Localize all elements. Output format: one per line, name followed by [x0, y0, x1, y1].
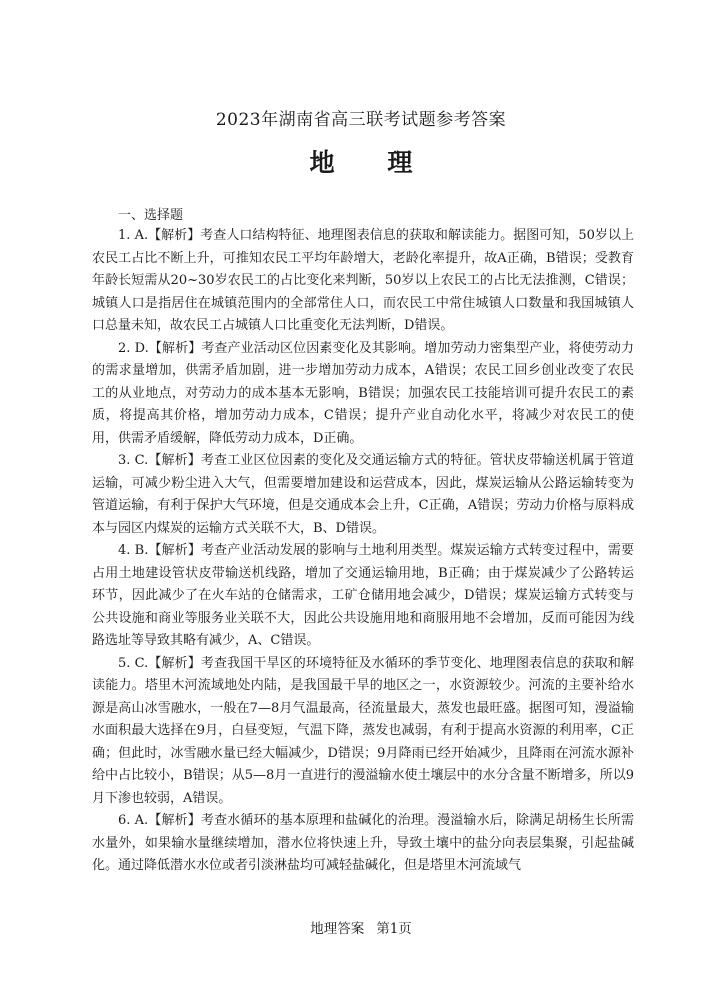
- answer-item-4: 4. B.【解析】考查产业活动发展的影响与土地利用类型。煤炭运输方式转变过程中，需要占用土地建设管状皮带输送机线路，增加了交通运输用地，B正确；由于煤炭减少了公路转运环节，因此减少了在火车站的仓储需求，工矿仓储用地会减少，D错误；煤炭运输方式转变与公共设施和商业等服务业关联不大，因此公共设施用地和商服用地不会增加，反而可能因为线路选址等导致其略有减少，A、C错误。: [92, 543, 634, 648]
- answer-item-2: 2. D.【解析】考查产业活动区位因素变化及其影响。增加劳动力密集型产业，将使劳动力的需求量增加，供需矛盾加剧，进一步增加劳动力成本，A错误；农民工回乡创业改变了农民工的从业地点，对劳动力的成本基本无影响，B错误；加强农民工技能培训可提升农民工的素质，将提高其价格，增加劳动力成本，C错误；提升产业自动化水平，将减少对农民工的使用，供需矛盾缓解，降低劳动力成本，D正确。: [92, 340, 634, 446]
- page-number: 第1页: [376, 921, 412, 937]
- document-title: 2023年湖南省高三联考试题参考答案: [215, 110, 507, 130]
- answer-item-1: 1. A.【解析】考查人口结构特征、地理图表信息的获取和解读能力。据图可知，50岁以上农民工占比不断上升，可推知农民工平均年龄增大，老龄化率提升，故A正确，B错误；受教育年龄长短需从20~30岁农民工的占比变化来判断，50岁以上农民工的占比无法推测，C错误；城镇人口是指居住在城镇范围内的全部常住人口，而农民工中常住城镇人口数量和我国城镇人口总量未知，故农民工占城镇人口比重变化无法判断，D错误。: [92, 228, 634, 333]
- section-heading: 一、选择题: [118, 208, 184, 223]
- answer-list: [92, 225, 634, 878]
- answer-item-5: 5. C.【解析】考查我国干旱区的环境特征及水循环的季节变化、地理图表信息的获取和解读能力。塔里木河流域地处内陆，是我国最干旱的地区之一，水资源较少。河流的主要补给水源是高山冰雪融水，一般在7—8月气温最高，径流量最大，蒸发也最旺盛。据图可知，漫溢输水面积最大选择在9月，白昼变短，气温下降，蒸发也减弱，有利于提高水资源的利用率，C正确；但此时，冰雪融水量已经大幅减少，D错误；9月降雨已经开始减少，且降雨在河流水源补给中占比较小，B错误；从5—8月一直进行的漫溢输水使土壤层中的水分含量不断增多，所以9月下渗也较弱，A错误。: [92, 655, 634, 806]
- answer-item-6: 6. A.【解析】考查水循环的基本原理和盐碱化的治理。漫溢输水后，除满足胡杨生长所需水量外，如果输水量继续增加，潜水位将快速上升，导致土壤中的盐分向表层集聚，引起盐碱化。通过降低潜水水位或者引淡淋盐均可减轻盐碱化，但是塔里木河流域气: [92, 813, 634, 873]
- footer-label: 地理答案: [310, 921, 365, 937]
- page-footer: [0, 917, 722, 937]
- subject-heading: 地 理: [309, 148, 435, 177]
- answer-item-3: 3. C.【解析】考查工业区位因素的变化及交通运输方式的特征。管状皮带输送机属于管道运输，可减少粉尘进入大气，但需要增加建设和运营成本，因此，煤炭运输从公路运输转变为管道运输，有利于保护大气环境，但是交通成本会上升，C正确，A错误；劳动力价格与原料成本与园区内煤炭的运输方式关联不大，B、D错误。: [92, 453, 634, 536]
